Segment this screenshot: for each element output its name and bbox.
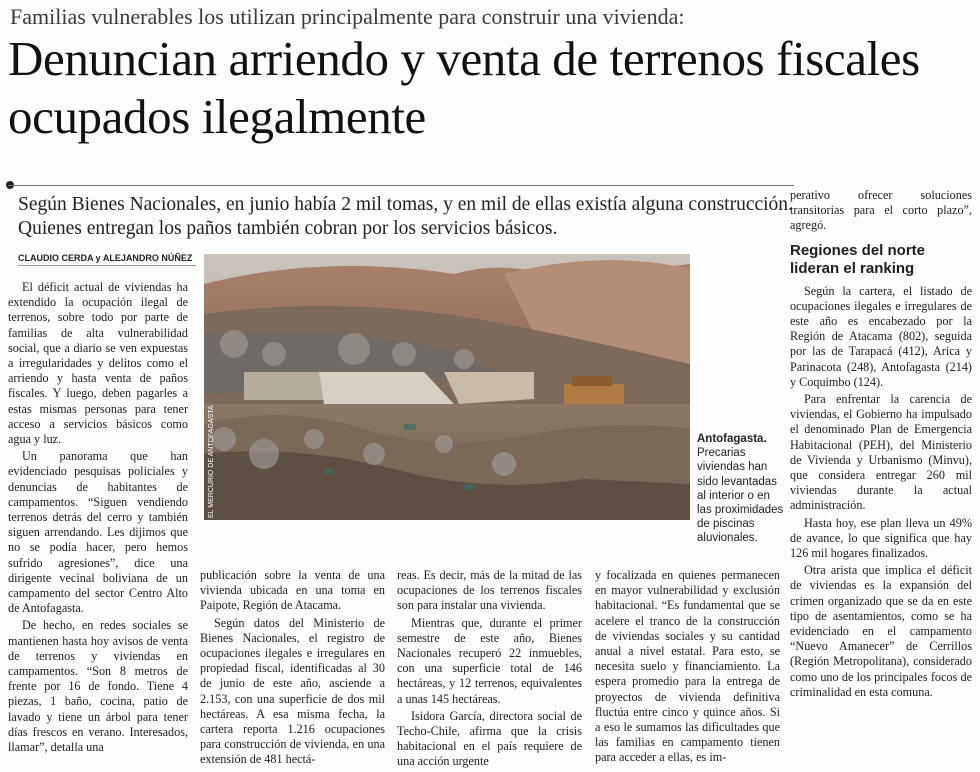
deck: Según Bienes Nacionales, en junio había 2 mil tomas, y en mil de ellas existía alguna construcción. Quienes entregan los paños también cobran por los servicios básicos.: [18, 194, 793, 239]
article-column-2: [200, 568, 385, 770]
paragraph: De hecho, en redes sociales se mantienen hasta hoy avisos de venta de terrenos y viviendas en campamentos. “Son 8 metros de frente por 16 de fondo. Tiene 4 piezas, 1 baño, cocina, patio de lavado y tiene un árbol para tener días frescos en verano. Interesados, llamar”, detalla una: [8, 618, 188, 755]
byline: CLAUDIO CERDA y ALEJANDRO NÚÑEZ: [18, 253, 196, 266]
caption-text: Precarias viviendas han sido levantadas al interior o en las proximidades de piscinas aluvionales.: [697, 447, 784, 545]
news-photo: [204, 254, 690, 520]
headline: Denuncian arriendo y venta de terrenos fiscales ocupados ilegalmente: [8, 31, 920, 144]
paragraph: Un panorama que han evidenciado pesquisas policiales y denuncias de habitantes de campamentos. “Siguen vendiendo terrenos detrás del cerro y también siguen arrendando. Les dijimos que no se podía hacer, pero hemos sufrido agresiones”, dice una dirigente vecinal boliviana de un campamento del sector Centro Alto de Antofagasta.: [8, 449, 188, 616]
article-column-4: [595, 568, 780, 768]
article-column-1: [8, 280, 188, 757]
paragraph: Para enfrentar la carencia de viviendas, el Gobierno ha impulsado el denominado Plan de Emergencia Habitacional (PEH), del Ministerio de Vivienda y Urbanismo (Minvu), que considera entregar 260 mil viviendas durante la actual administración.: [790, 392, 972, 513]
paragraph: El déficit actual de viviendas ha extendido la ocupación ilegal de terrenos, sobre todo por parte de familias de alta vulnerabilidad social, que a diario se ven expuestas a irregularidades y delitos como el arriendo y hasta venta de paños fiscales. Y luego, deben pagarles a estas mismas personas para tener acceso a servicios básicos como agua y luz.: [8, 280, 188, 447]
article-column-5: [790, 188, 972, 702]
paragraph: Mientras que, durante el primer semestre de este año, Bienes Nacionales recuperó 22 inmuebles, con una superficie total de 146 hectáreas, y 12 terrenos, equivalentes a unas 145 hectáreas.: [397, 615, 582, 706]
article-column-3: [397, 568, 582, 772]
paragraph: Hasta hoy, ese plan lleva un 49% de avance, lo que significa que hay 126 mil hogares finalizados.: [790, 515, 972, 561]
caption-place: Antofagasta.: [697, 433, 767, 445]
paragraph: publicación sobre la venta de una vivienda ubicada en una toma en Paipote, Región de Atacama.: [200, 568, 385, 613]
paragraph: Otra arista que implica el déficit de viviendas es la expansión del crimen organizado que se da en este tipo de asentamientos, como se ha evidenciado en el campamento “Nuevo Amanecer” de Cerrillos (Región Metropolitana), considerado como uno de los principales focos de criminalidad en esta comuna.: [790, 563, 972, 699]
paragraph: Isidora García, directora social de Techo-Chile, afirma que la crisis habitacional en el país requiere de una acción urgente: [397, 708, 582, 769]
section-subhead: Regiones del norte lideran el ranking: [790, 241, 926, 277]
photo-caption: [697, 432, 787, 546]
kicker: Familias vulnerables los utilizan principalmente para construir una vivienda:: [10, 4, 685, 29]
paragraph: Según datos del Ministerio de Bienes Nacionales, el registro de ocupaciones ilegales e irregulares en propiedad fiscal, identificadas al 30 de junio de este año, asciende a 2.153, con una superficie de dos mil hectáreas. A esa misma fecha, la cartera reporta 1.216 ocupaciones para construcción de vivienda, en una extensión de 481 hectá-: [200, 615, 385, 767]
paragraph: perativo ofrecer soluciones transitorias para el corto plazo”, agregó.: [790, 188, 972, 233]
paragraph: y focalizada en quienes permanecen en mayor vulnerabilidad y exclusión habitacional. “Es fundamental que se acelere el tranco de la construcción de viviendas sociales y su cantidad anual a nivel estatal. Para esto, se necesita suelo y financiamiento. La espera promedio para la entrega de proyectos de vivienda definitiva fluctúa entre cinco y quince años. Si a eso le sumamos las dificultades que las familias en campamento tienen para acceder a ellas, es im-: [595, 568, 780, 765]
divider-rule: [8, 185, 794, 186]
paragraph: Según la cartera, el listado de ocupaciones ilegales e irregulares de este año es encabezado por la Región de Atacama (802), seguida por las de Tarapacá (412), Arica y Parinacota (248), Antofagasta (214) y Coquimbo (124).: [790, 283, 972, 389]
photo-credit: EL MERCURIO DE ANTOFAGASTA: [208, 405, 215, 518]
paragraph: reas. Es decir, más de la mitad de las ocupaciones de los terrenos fiscales son para instalar una vivienda.: [397, 568, 582, 613]
